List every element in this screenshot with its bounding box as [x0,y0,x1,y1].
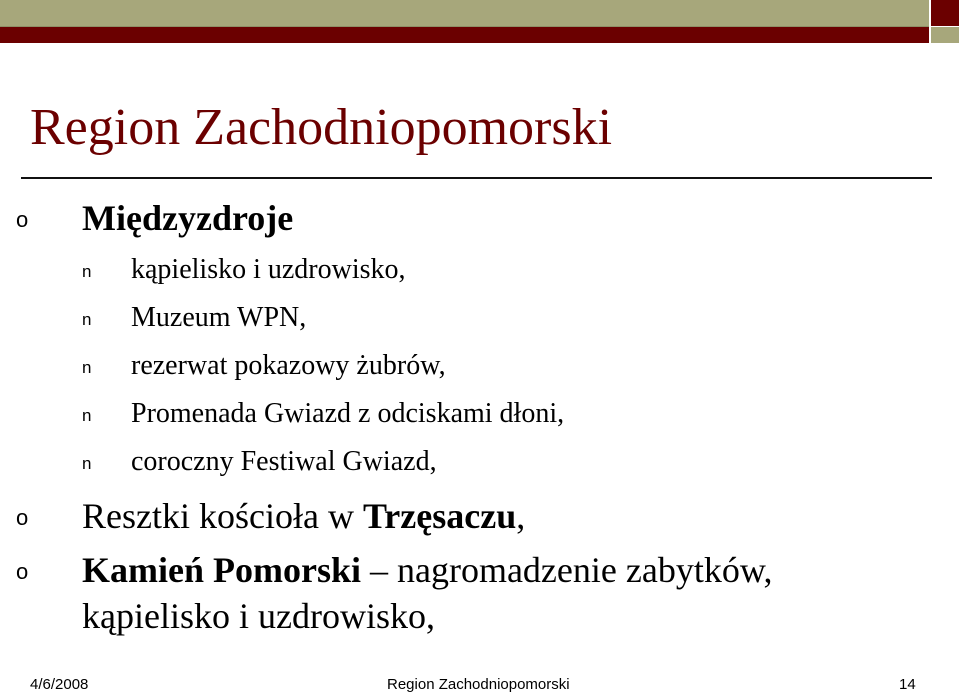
sub-bullet-text: Muzeum WPN, [131,302,307,333]
footer-title: Region Zachodniopomorski [387,676,570,693]
sub-bullet-marker: n [82,358,92,377]
sub-bullet-marker: n [82,454,92,473]
footer-date: 4/6/2008 [30,676,89,693]
bullet-text-suffix: , [516,496,526,536]
sub-bullet-marker: n [82,406,92,425]
bullet-text-prefix: Resztki kościoła w [82,496,363,536]
bullet-text: Międzyzdroje [82,198,294,238]
bullet-marker: o [16,559,29,584]
bullet-marker: o [16,207,29,232]
sub-bullet-text: kąpielisko i uzdrowisko, [131,254,406,285]
title-underline [21,177,932,179]
bullet-text [82,496,525,536]
sub-bullet-marker: n [82,310,92,329]
bullet-text-bold: Trzęsaczu [362,496,517,536]
sub-bullet-marker: n [82,262,92,281]
sub-bullet-text: Promenada Gwiazd z odciskami dłoni, [131,398,565,429]
footer-page-number: 14 [899,676,916,693]
bullet-text-bold: Kamień Pomorski [82,550,361,590]
header-corner-red [931,0,959,26]
header-band-olive [0,0,929,27]
bullet-text-rest: – nagromadzenie zabytków, [360,550,773,590]
header-band-red [0,27,929,43]
bullet-marker: o [16,505,29,530]
sub-bullet-text: rezerwat pokazowy żubrów, [131,350,446,381]
header-corner-olive [931,27,959,43]
sub-bullet-text: coroczny Festiwal Gwiazd, [131,446,437,477]
bullet-text-line2: kąpielisko i uzdrowisko, [82,596,435,636]
slide-title: Region Zachodniopomorski [30,99,613,156]
bullet-text [82,550,773,590]
